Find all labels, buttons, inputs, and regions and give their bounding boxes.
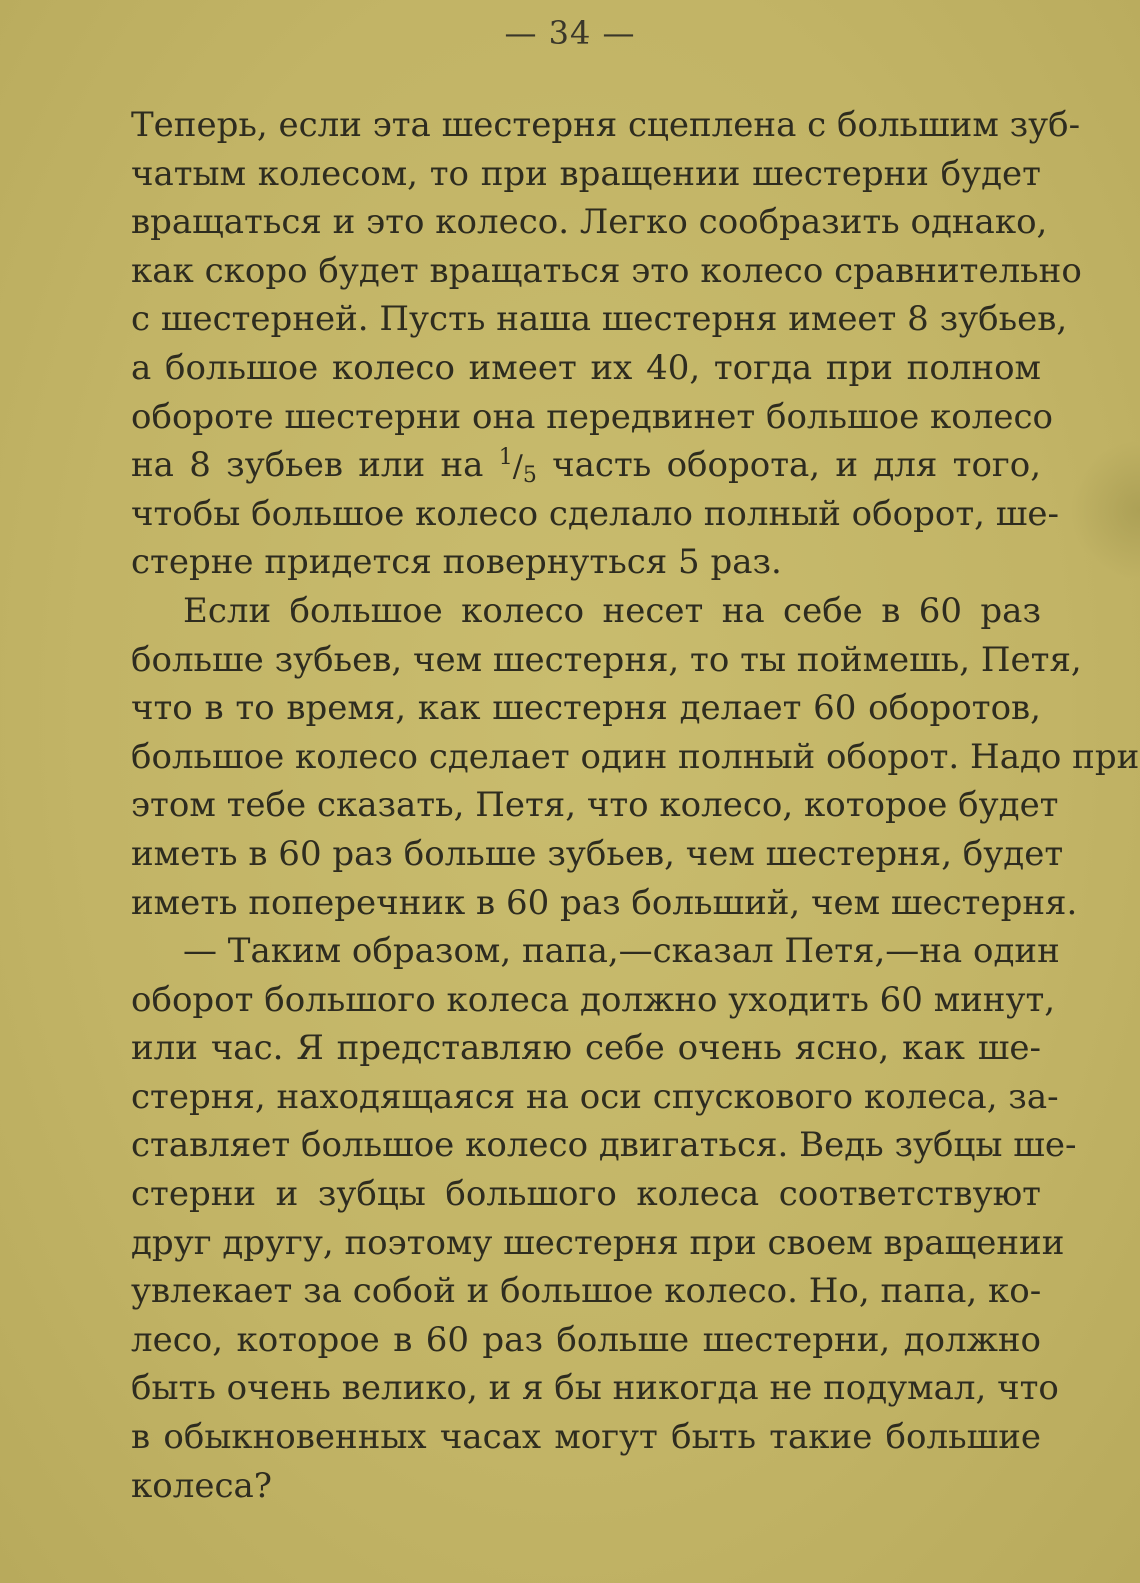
text-line: стерне придется повернуться 5 раз.: [131, 542, 782, 583]
text-line: ставляет большое колесо двигаться. Ведь зубцы ше-: [131, 1125, 1077, 1166]
text-line: колеса?: [131, 1465, 272, 1506]
text-line: стерня, находящаяся на оси спускового колеса, за-: [131, 1076, 1059, 1117]
text-line: увлекает за собой и большое колесо. Но, папа, ко-: [131, 1271, 1042, 1312]
text-line: друг другу, поэтому шестерня при своем вращении: [131, 1222, 1065, 1263]
paper-stain: [1070, 440, 1140, 580]
fraction-numerator: 1: [498, 445, 513, 471]
text-line: лесо, которое в 60 раз больше шестерни, должно: [131, 1319, 1041, 1360]
text-segment: на 8 зубьев или на: [131, 445, 484, 486]
fraction: 1/5: [498, 445, 537, 489]
text-line: а большое колесо имеет их 40, тогда при полном: [131, 347, 1041, 388]
text-line: обороте шестерни она передвинет большое колесо: [131, 396, 1054, 437]
text-line: или час. Я представляю себе очень ясно, как ше-: [131, 1028, 1041, 1069]
text-line: оборот большого колеса должно уходить 60 минут,: [131, 979, 1056, 1020]
text-line: — Таким образом, папа,—сказал Петя,—на один: [183, 931, 1060, 972]
text-line: иметь поперечник в 60 раз больший, чем шестерня.: [131, 882, 1078, 923]
text-line: в обыкновенных часах могут быть такие большие: [131, 1417, 1041, 1458]
text-line: с шестерней. Пусть наша шестерня имеет 8 зубьев,: [131, 299, 1068, 340]
text-line-with-fraction: [131, 441, 1041, 490]
text-line: стерни и зубцы большого колеса соответствуют: [131, 1174, 1041, 1215]
text-line: иметь в 60 раз больше зубьев, чем шестерня, будет: [131, 833, 1064, 874]
text-line: Теперь, если эта шестерня сцеплена с большим зуб-: [131, 105, 1081, 145]
text-line: чтобы большое колесо сделало полный оборот, ше-: [131, 493, 1059, 534]
text-line: вращаться и это колесо. Легко сообразить однако,: [131, 202, 1048, 243]
text-line: этом тебе сказать, Петя, что колесо, которое будет: [131, 785, 1059, 826]
text-line: как скоро будет вращаться это колесо сравнительно: [131, 250, 1082, 291]
text-line: быть очень велико, и я бы никогда не подумал, что: [131, 1368, 1059, 1409]
text-line: больше зубьев, чем шестерня, то ты поймешь, Петя,: [131, 639, 1082, 680]
text-line: чатым колесом, то при вращении шестерни будет: [131, 153, 1041, 194]
text-segment: часть оборота, и для того,: [552, 445, 1042, 486]
page-number: — 34 —: [504, 14, 636, 52]
text-line: большое колесо сделает один полный оборот. Надо при: [131, 736, 1140, 777]
body-text: [131, 101, 1140, 1510]
text-line: что в то время, как шестерня делает 60 оборотов,: [131, 688, 1041, 729]
fraction-denominator: 5: [522, 463, 537, 489]
text-line: Если большое колесо несет на себе в 60 раз: [183, 590, 1041, 631]
